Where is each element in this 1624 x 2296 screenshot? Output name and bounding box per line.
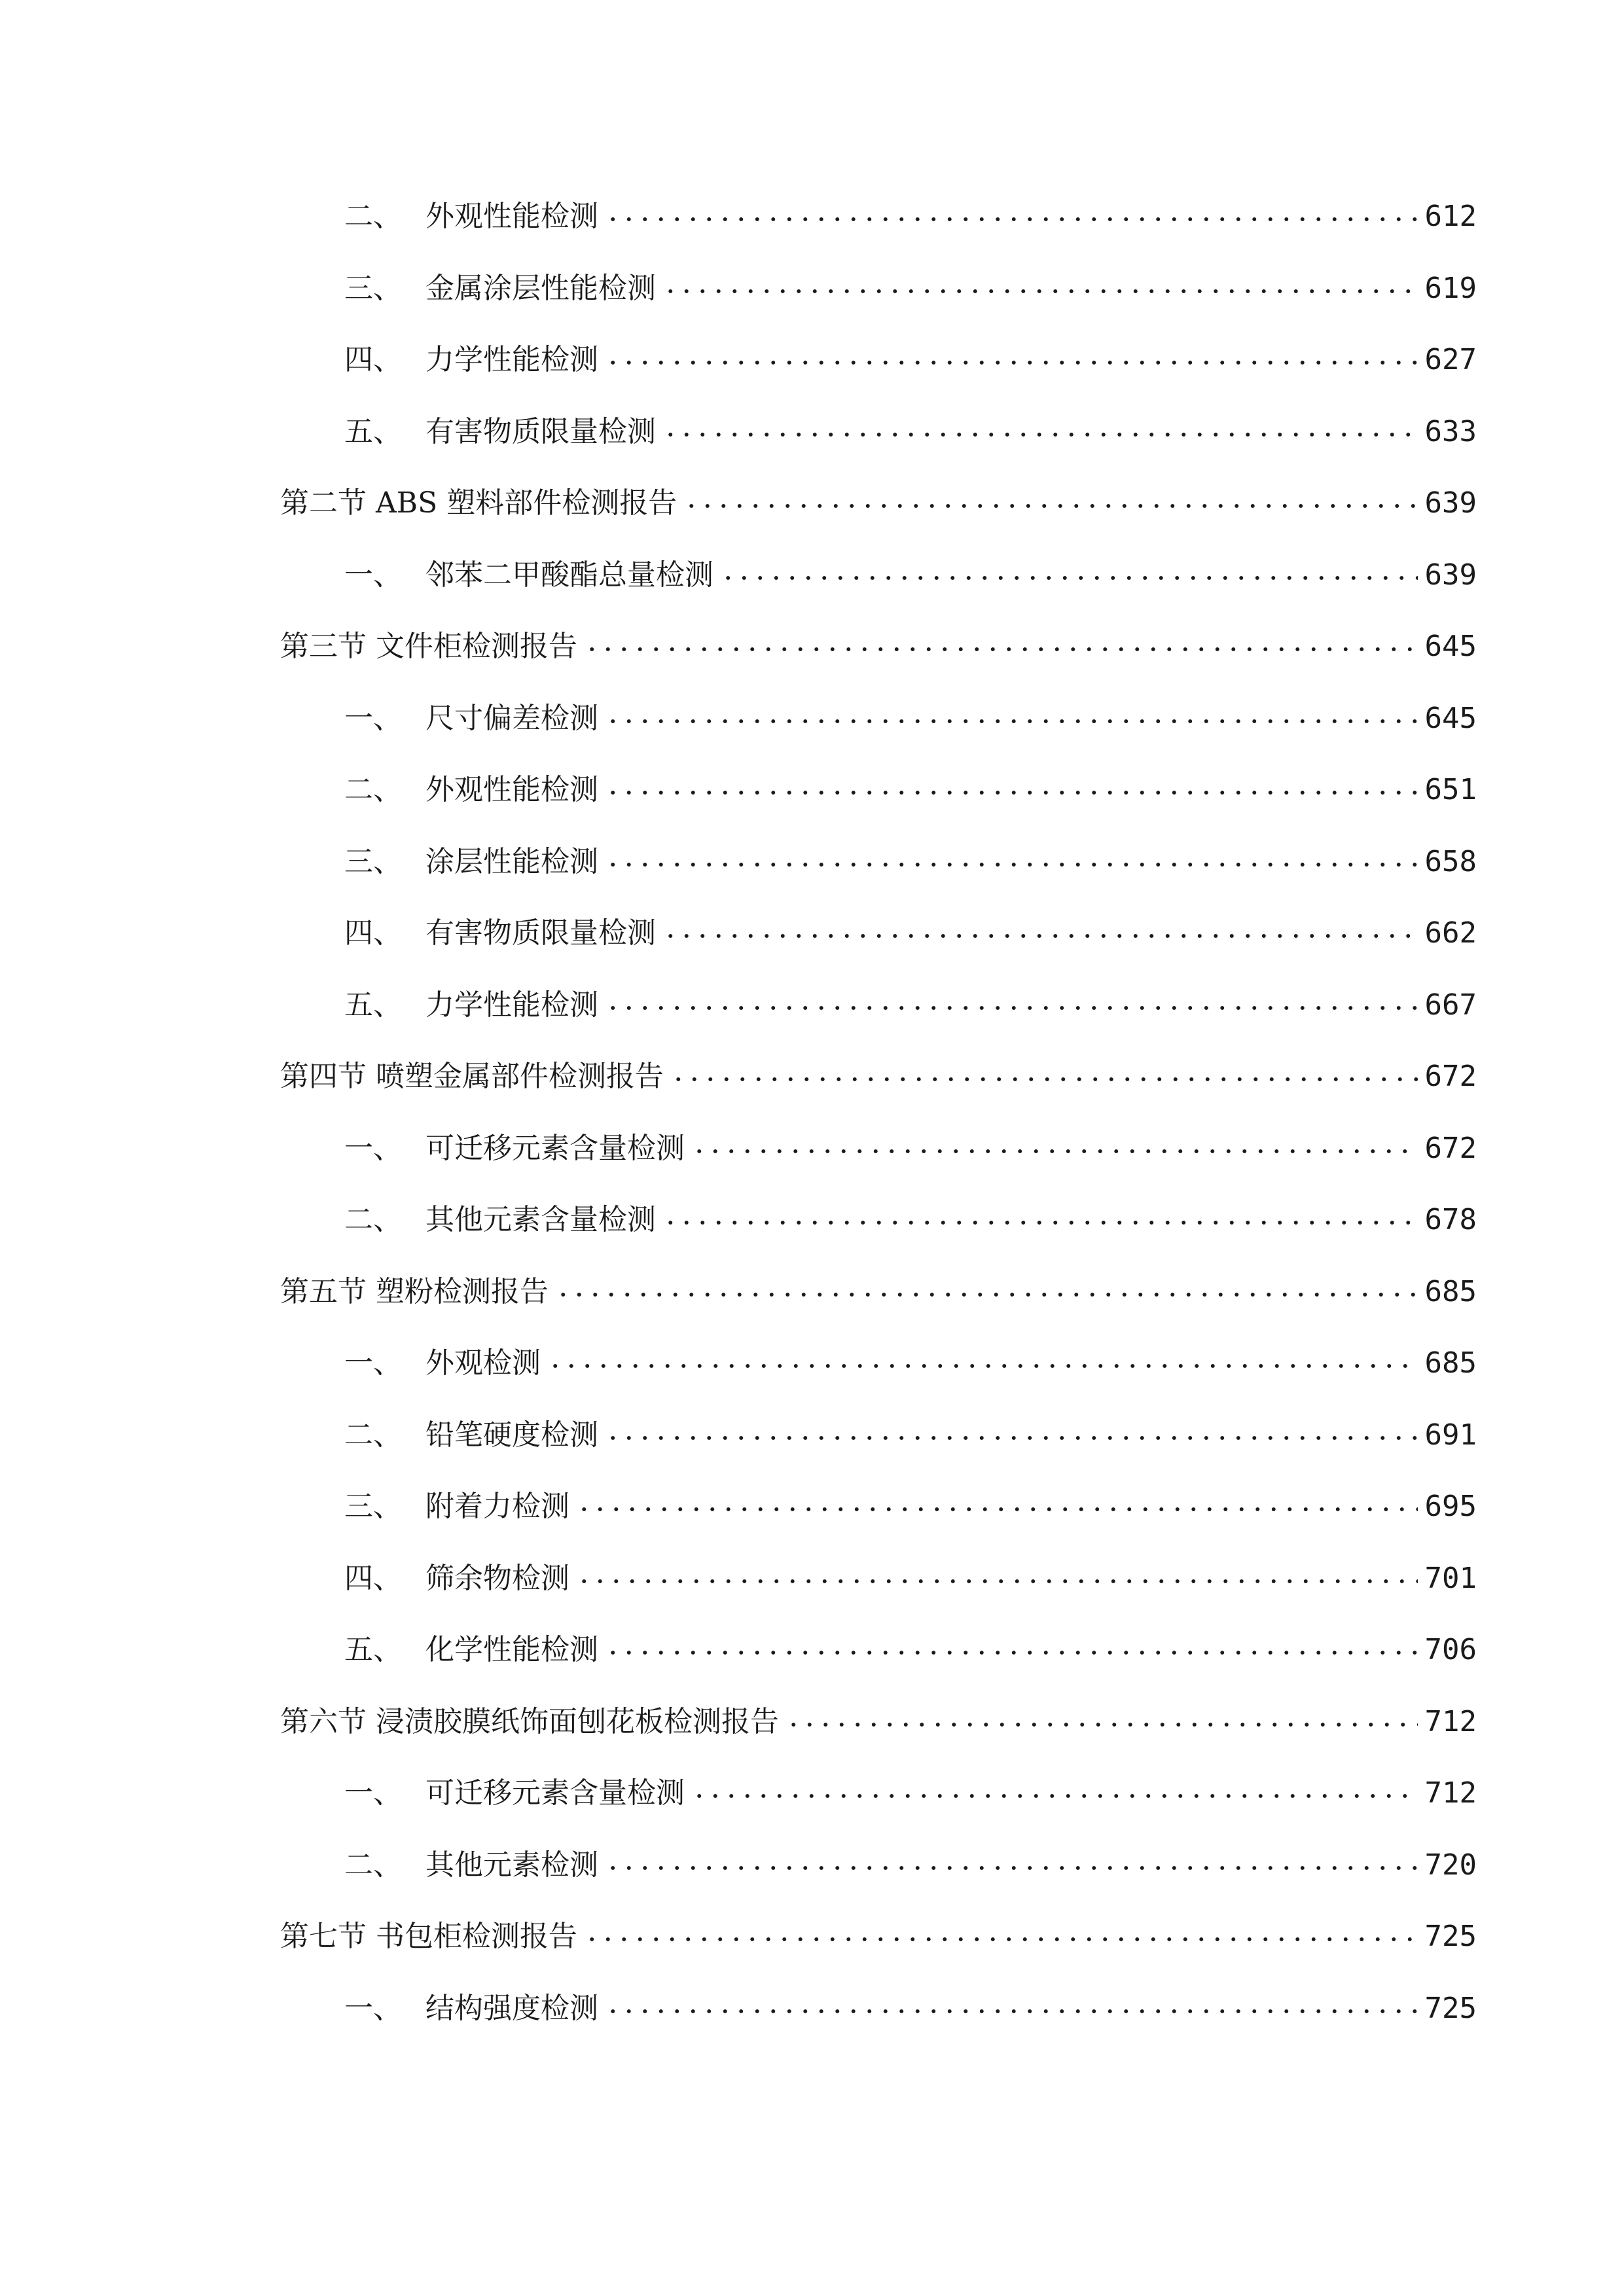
dot-leader — [691, 1145, 1418, 1158]
dot-leader — [605, 213, 1418, 226]
toc-entry-title: 外观检测 — [425, 1346, 541, 1380]
toc-subsection-entry[interactable] — [280, 691, 1477, 762]
toc-entry-title: 外观性能检测 — [425, 200, 598, 233]
toc-entry-number: 一、 — [344, 1776, 402, 1810]
dot-leader — [605, 1861, 1418, 1874]
toc-entry-title: 力学性能检测 — [425, 988, 598, 1022]
dot-leader — [605, 1001, 1418, 1014]
toc-entry-page-number: 691 — [1424, 1418, 1477, 1452]
toc-entry-number: 五、 — [344, 1633, 402, 1666]
toc-entry-title: 有害物质限量检测 — [425, 916, 656, 950]
toc-entry-title: 涂层性能检测 — [425, 844, 598, 878]
dot-leader — [605, 786, 1418, 799]
dot-leader — [683, 499, 1418, 512]
toc-entry-number: 五、 — [344, 988, 402, 1022]
toc-entry-page-number: 678 — [1424, 1203, 1477, 1236]
toc-entry-page-number: 725 — [1424, 1920, 1477, 1953]
toc-entry-number: 一、 — [344, 1991, 402, 2025]
toc-entry-title: 第六节 浸渍胶膜纸饰面刨花板检测报告 — [280, 1704, 779, 1738]
toc-entry-title: 可迁移元素含量检测 — [425, 1131, 685, 1165]
toc-entry-title: 第四节 喷塑金属部件检测报告 — [280, 1060, 664, 1093]
toc-entry-number: 四、 — [344, 916, 402, 950]
toc-entry-page-number: 651 — [1424, 773, 1477, 806]
toc-entry-title: 化学性能检测 — [425, 1633, 598, 1666]
toc-section-entry[interactable] — [280, 1694, 1477, 1766]
table-of-contents — [280, 188, 1477, 2052]
toc-entry-number: 一、 — [344, 1131, 402, 1165]
toc-subsection-entry[interactable] — [280, 762, 1477, 834]
toc-section-entry[interactable] — [280, 1264, 1477, 1336]
dot-leader — [576, 1575, 1418, 1588]
toc-entry-title: 尺寸偏差检测 — [425, 701, 598, 735]
toc-subsection-entry[interactable] — [280, 332, 1477, 404]
dot-leader — [662, 929, 1418, 942]
toc-subsection-entry[interactable] — [280, 1981, 1477, 2053]
dot-leader — [720, 571, 1418, 584]
toc-entry-number: 五、 — [344, 414, 402, 448]
toc-entry-page-number: 645 — [1424, 701, 1477, 735]
toc-entry-title: 邻苯二甲酸酯总量检测 — [425, 558, 713, 592]
toc-entry-number: 二、 — [344, 1418, 402, 1452]
toc-subsection-entry[interactable] — [280, 260, 1477, 332]
toc-subsection-entry[interactable] — [280, 977, 1477, 1049]
toc-subsection-entry[interactable] — [280, 188, 1477, 260]
toc-subsection-entry[interactable] — [280, 1622, 1477, 1694]
toc-subsection-entry[interactable] — [280, 1407, 1477, 1479]
toc-entry-title: 金属涂层性能检测 — [425, 271, 656, 305]
toc-entry-title: 第五节 塑粉检测报告 — [280, 1274, 549, 1308]
toc-entry-number: 三、 — [344, 271, 402, 305]
toc-entry-number: 一、 — [344, 701, 402, 735]
toc-entry-title: 第二节 ABS 塑料部件检测报告 — [280, 486, 677, 520]
toc-entry-page-number: 725 — [1424, 1991, 1477, 2025]
dot-leader — [785, 1718, 1418, 1731]
toc-entry-page-number: 701 — [1424, 1561, 1477, 1595]
dot-leader — [584, 1933, 1418, 1946]
toc-entry-page-number: 658 — [1424, 844, 1477, 878]
toc-subsection-entry[interactable] — [280, 905, 1477, 977]
toc-entry-number: 三、 — [344, 1490, 402, 1523]
toc-entry-page-number: 672 — [1424, 1131, 1477, 1165]
toc-entry-page-number: 720 — [1424, 1848, 1477, 1882]
toc-entry-title: 第七节 书包柜检测报告 — [280, 1920, 577, 1953]
dot-leader — [662, 428, 1418, 441]
toc-entry-page-number: 619 — [1424, 271, 1477, 305]
toc-entry-number: 二、 — [344, 200, 402, 233]
toc-subsection-entry[interactable] — [280, 834, 1477, 906]
toc-entry-number: 二、 — [344, 1848, 402, 1882]
toc-entry-title: 第三节 文件柜检测报告 — [280, 630, 577, 663]
toc-entry-page-number: 627 — [1424, 343, 1477, 376]
toc-subsection-entry[interactable] — [280, 547, 1477, 619]
toc-entry-title: 铅笔硬度检测 — [425, 1418, 598, 1452]
dot-leader — [605, 1431, 1418, 1444]
toc-entry-title: 有害物质限量检测 — [425, 414, 656, 448]
toc-section-entry[interactable] — [280, 1909, 1477, 1981]
toc-entry-page-number: 667 — [1424, 988, 1477, 1022]
toc-section-entry[interactable] — [280, 475, 1477, 547]
dot-leader — [670, 1073, 1418, 1086]
toc-entry-page-number: 706 — [1424, 1633, 1477, 1666]
toc-entry-number: 二、 — [344, 1203, 402, 1236]
toc-subsection-entry[interactable] — [280, 1837, 1477, 1909]
toc-entry-page-number: 672 — [1424, 1060, 1477, 1093]
dot-leader — [547, 1359, 1418, 1372]
toc-entry-title: 力学性能检测 — [425, 343, 598, 376]
toc-subsection-entry[interactable] — [280, 1121, 1477, 1193]
dot-leader — [605, 356, 1418, 369]
dot-leader — [605, 2005, 1418, 2018]
toc-entry-number: 四、 — [344, 1561, 402, 1595]
toc-subsection-entry[interactable] — [280, 404, 1477, 476]
toc-entry-title: 筛余物检测 — [425, 1561, 569, 1595]
toc-entry-title: 结构强度检测 — [425, 1991, 598, 2025]
toc-entry-title: 附着力检测 — [425, 1490, 569, 1523]
toc-entry-page-number: 695 — [1424, 1490, 1477, 1523]
toc-entry-page-number: 639 — [1424, 486, 1477, 520]
dot-leader — [691, 1789, 1418, 1803]
toc-entry-title: 其他元素含量检测 — [425, 1203, 656, 1236]
toc-subsection-entry[interactable] — [280, 1192, 1477, 1264]
toc-section-entry[interactable] — [280, 619, 1477, 691]
dot-leader — [662, 1216, 1418, 1229]
toc-subsection-entry[interactable] — [280, 1551, 1477, 1623]
toc-entry-page-number: 612 — [1424, 200, 1477, 233]
dot-leader — [605, 715, 1418, 728]
toc-subsection-entry[interactable] — [280, 1335, 1477, 1407]
toc-entry-page-number: 633 — [1424, 414, 1477, 448]
dot-leader — [576, 1503, 1418, 1516]
toc-subsection-entry[interactable] — [280, 1479, 1477, 1551]
toc-entry-number: 二、 — [344, 773, 402, 806]
toc-entry-page-number: 685 — [1424, 1346, 1477, 1380]
toc-entry-title: 可迁移元素含量检测 — [425, 1776, 685, 1810]
dot-leader — [555, 1288, 1418, 1301]
toc-entry-number: 一、 — [344, 1346, 402, 1380]
toc-entry-page-number: 712 — [1424, 1704, 1477, 1738]
toc-entry-number: 四、 — [344, 343, 402, 376]
toc-entry-title: 其他元素检测 — [425, 1848, 598, 1882]
toc-entry-page-number: 639 — [1424, 558, 1477, 592]
toc-entry-page-number: 645 — [1424, 630, 1477, 663]
toc-subsection-entry[interactable] — [280, 1765, 1477, 1837]
toc-entry-title: 外观性能检测 — [425, 773, 598, 806]
dot-leader — [605, 1646, 1418, 1659]
toc-entry-page-number: 712 — [1424, 1776, 1477, 1810]
toc-entry-page-number: 662 — [1424, 916, 1477, 950]
toc-entry-page-number: 685 — [1424, 1274, 1477, 1308]
toc-entry-number: 三、 — [344, 844, 402, 878]
dot-leader — [662, 285, 1418, 298]
toc-section-entry[interactable] — [280, 1049, 1477, 1121]
dot-leader — [605, 858, 1418, 871]
toc-entry-number: 一、 — [344, 558, 402, 592]
dot-leader — [584, 643, 1418, 656]
